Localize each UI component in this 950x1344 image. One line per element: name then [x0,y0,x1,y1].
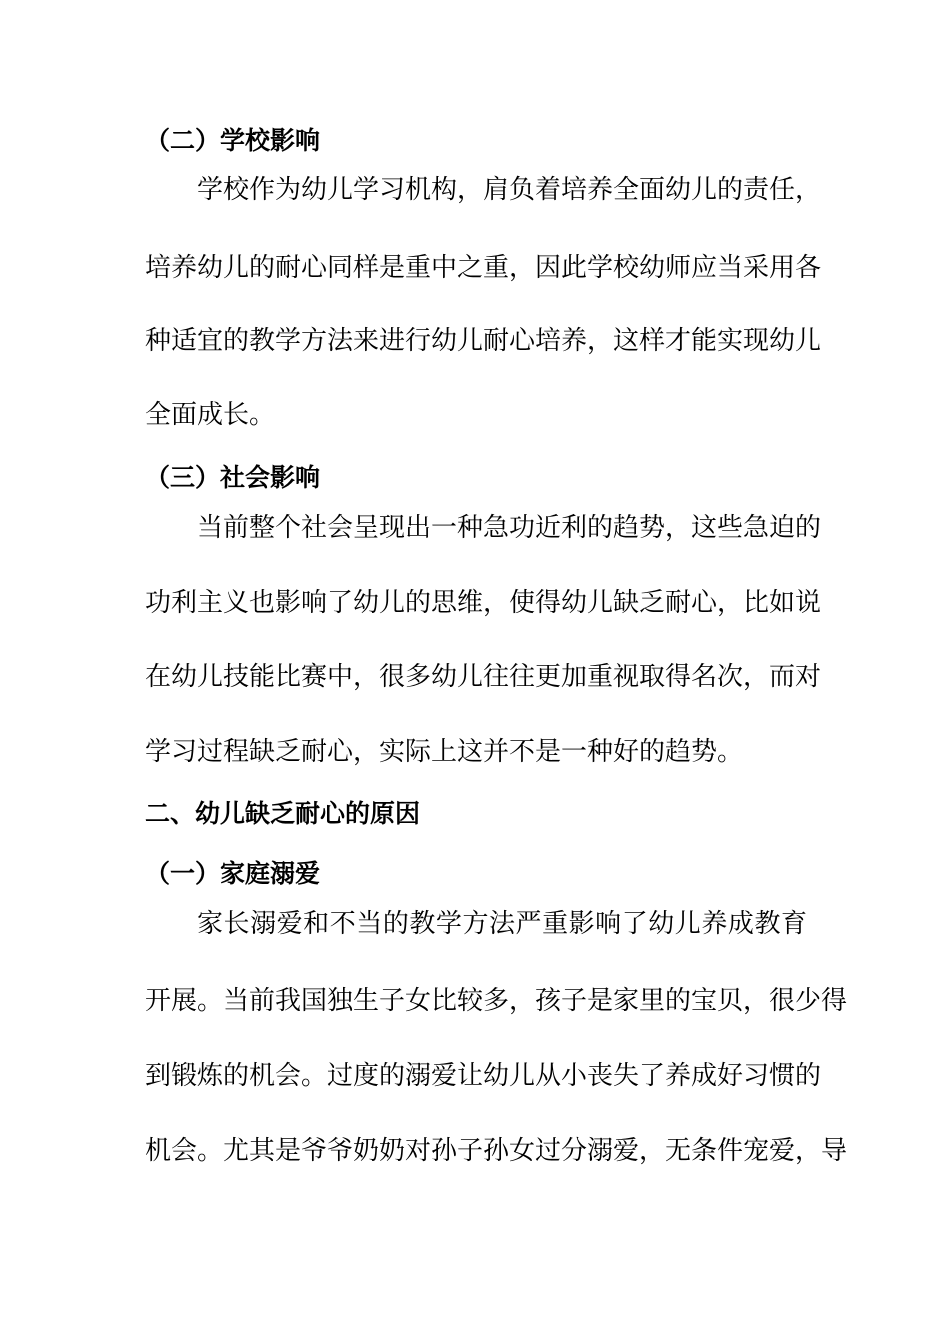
section-heading-school: （二）学校影响 [145,126,321,155]
paragraph-line: 种适宜的教学方法来进行幼儿耐心培养，这样才能实现幼儿 [145,326,822,356]
paragraph-line: 全面成长。 [145,400,276,430]
paragraph-line: 学校作为幼儿学习机构，肩负着培养全面幼儿的责任， [197,175,822,205]
paragraph-line: 学习过程缺乏耐心，实际上这并不是一种好的趋势。 [145,737,744,767]
paragraph-line: 开展。当前我国独生子女比较多，孩子是家里的宝贝，很少得 [145,986,848,1016]
paragraph-line: 在幼儿技能比赛中，很多幼儿往往更加重视取得名次，而对 [145,662,822,692]
section-heading-family: （一）家庭溺爱 [145,859,321,888]
paragraph-line: 家长溺爱和不当的教学方法严重影响了幼儿养成教育 [197,909,807,939]
paragraph-line: 当前整个社会呈现出一种急功近利的趋势，这些急迫的 [197,513,822,543]
chapter-heading-causes: 二、幼儿缺乏耐心的原因 [145,799,421,828]
paragraph-line: 到锻炼的机会。过度的溺爱让幼儿从小丧失了养成好习惯的 [145,1061,822,1091]
paragraph-line: 机会。尤其是爷爷奶奶对孙子孙女过分溺爱，无条件宠爱，导 [145,1136,848,1166]
paragraph-line: 培养幼儿的耐心同样是重中之重，因此学校幼师应当采用各 [145,253,822,283]
paragraph-line: 功利主义也影响了幼儿的思维，使得幼儿缺乏耐心，比如说 [145,588,822,618]
section-heading-society: （三）社会影响 [145,463,321,492]
